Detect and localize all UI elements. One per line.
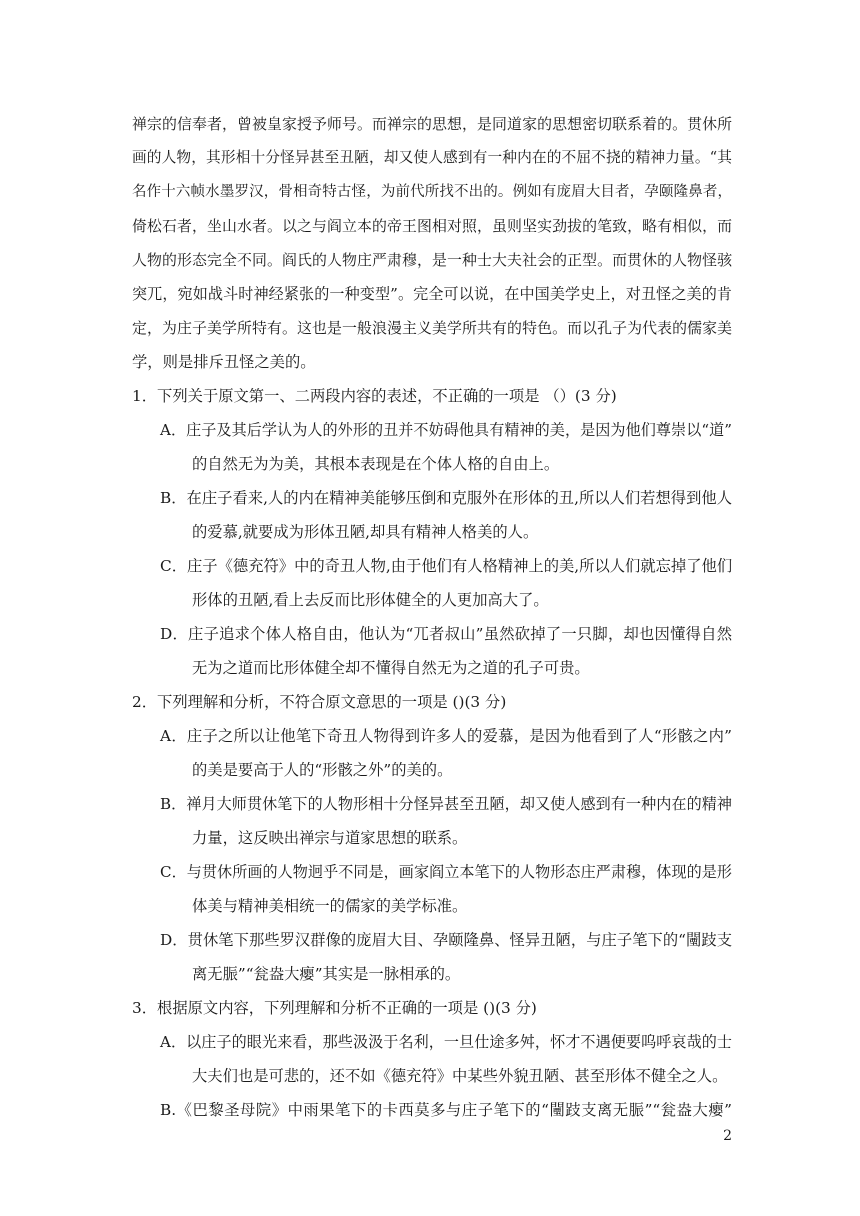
question-3-option-a: A．以庄子的眼光来看，那些汲汲于名利，一旦仕途多舛，怀才不遇便要呜呼哀哉的士 — [160, 1033, 732, 1051]
passage-line: 名作十六帧水墨罗汉，骨相奇特古怪，为前代所找不出的。例如有庞眉大目者，孕颐隆鼻者， — [132, 184, 732, 200]
page-number: 2 — [723, 1128, 732, 1144]
question-3-option-b: B.《巴黎圣母院》中雨果笔下的卡西莫多与庄子笔下的“闉跂支离无脤”“瓮盎大瘿” — [160, 1101, 732, 1119]
question-2-option-a: A．庄子之所以让他笔下奇丑人物得到许多人的爱慕，是因为他看到了人“形骸之内” — [160, 727, 732, 745]
question-3-stem: 3．根据原文内容，下列理解和分析不正确的一项是 ()(3 分) — [132, 999, 537, 1017]
passage-line: 学，则是排斥丑怪之美的。 — [132, 353, 316, 371]
question-1-option-d-cont: 无为之道而比形体健全却不懂得自然无为之道的孔子可贵。 — [192, 659, 590, 677]
question-1-stem: 1．下列关于原文第一、二两段内容的表述，不正确的一项是 （）(3 分) — [132, 387, 617, 405]
passage-line: 禅宗的信奉者，曾被皇家授予师号。而禅宗的思想，是同道家的思想密切联系着的。贯休所 — [132, 115, 732, 133]
question-3-option-a-cont: 大夫们也是可悲的，还不如《德充符》中某些外貌丑陋、甚至形体不健全之人。 — [192, 1067, 728, 1085]
question-1-option-c: C．庄子《德充符》中的奇丑人物,由于他们有人格精神上的美,所以人们就忘掉了他们 — [160, 557, 733, 575]
question-2-stem: 2．下列理解和分析，不符合原文意思的一项是 ()(3 分) — [132, 693, 507, 711]
question-1-option-a-cont: 的自然无为为美，其根本表现是在个体人格的自由上。 — [192, 455, 560, 473]
question-2-option-b: B．禅月大师贯休笔下的人物形相十分怪异甚至丑陋，却又使人感到有一种内在的精神 — [160, 795, 732, 813]
passage-line: 倚松石者，坐山水者。以之与阎立本的帝王图相对照，虽则坚实劲拔的笔致，略有相似，而 — [132, 217, 732, 235]
question-2-option-a-cont: 的美是要高于人的“形骸之外”的美的。 — [192, 761, 453, 779]
question-2-option-d-cont: 离无脤”“瓮盎大瘿”其实是一脉相承的。 — [192, 965, 461, 983]
question-1-option-d: D．庄子追求个体人格自由，他认为“兀者叔山”虽然砍掉了一只脚，却也因懂得自然 — [160, 625, 732, 643]
question-1-option-b-cont: 的爱慕,就要成为形体丑陋,却具有精神人格美的人。 — [192, 523, 539, 541]
question-2-option-c-cont: 体美与精神美相统一的儒家的美学标准。 — [192, 897, 468, 915]
passage-line: 突兀，宛如战斗时神经紧张的一种变型”。完全可以说，在中国美学史上，对丑怪之美的肯 — [132, 285, 732, 303]
question-2-option-c: C．与贯休所画的人物迥乎不同是，画家阎立本笔下的人物形态庄严肃穆，体现的是形 — [160, 863, 732, 881]
question-1-option-b: B．在庄子看来,人的内在精神美能够压倒和克服外在形体的丑,所以人们若想得到他人 — [160, 489, 732, 507]
question-1-option-c-cont: 形体的丑陋,看上去反而比形体健全的人更加高大了。 — [192, 591, 549, 609]
question-1-option-a: A．庄子及其后学认为人的外形的丑并不妨碍他具有精神的美，是因为他们尊崇以“道” — [160, 421, 732, 439]
passage-line: 定，为庄子美学所特有。这也是一般浪漫主义美学所共有的特色。而以孔子为代表的儒家美 — [132, 319, 732, 337]
passage-line: 画的人物，其形相十分怪异甚至丑陋，却又使人感到有一种内在的不屈不挠的精神力量。“其 — [132, 149, 732, 166]
passage-line: 人物的形态完全不同。阎氏的人物庄严肃穆，是一种士大夫社会的正型。而贯休的人物怪骇 — [132, 251, 732, 269]
question-2-option-b-cont: 力量，这反映出禅宗与道家思想的联系。 — [192, 829, 468, 847]
question-2-option-d: D．贯休笔下那些罗汉群像的庞眉大目、孕颐隆鼻、怪异丑陋，与庄子笔下的“闉跂支 — [160, 931, 732, 949]
